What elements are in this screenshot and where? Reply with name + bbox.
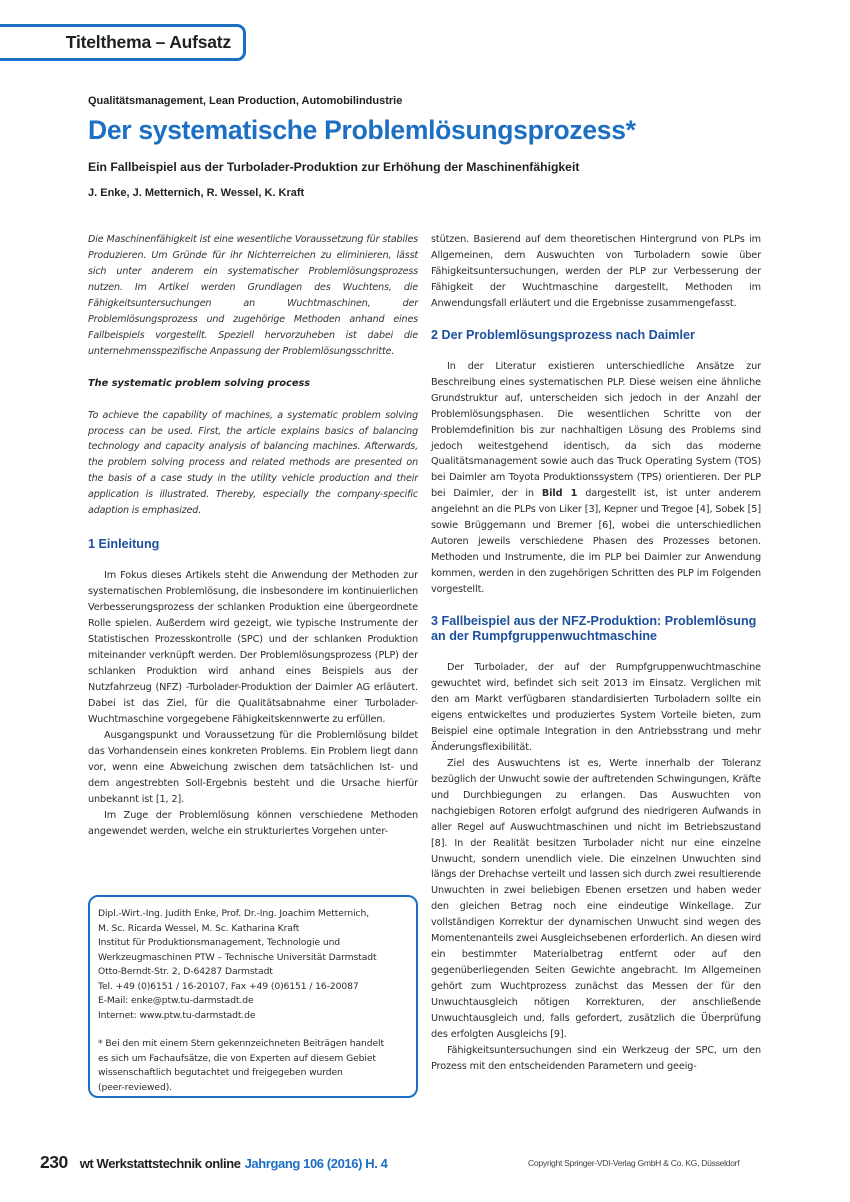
paragraph: stützen. Basierend auf dem theoretischen Hintergrund von PLPs im Allgemeinen, dem Auswuchten von Turboladern sowie über Fähigkeitsuntersuchungen, werden der PLP zur Verbesserung der Fähigkeit der Wuchtmaschine dargestellt, Methoden im Anwendungsfall erläutert und die Ergebnisse zusammengefasst. <box>431 234 761 309</box>
paragraph: Der Turbolader, der auf der Rumpfgruppenwuchtmaschine gewuchtet wird, befindet sich seit 2013 im Einsatz. Verglichen mit den am Markt verfügbaren standardisierten Turboladern sollte ein eigens entwickeltes und produziertes System Vorteile bieten, zum Beispiel eine optimale Integration in den Antriebsstrang und mehr Änderungsflexibilität. <box>431 662 761 753</box>
section-heading-1: 1 Einleitung <box>88 537 160 552</box>
peer-review-note-line: (peer-reviewed). <box>98 1081 172 1093</box>
copyright-notice: Copyright Springer-VDI-Verlag GmbH & Co. KG, Düsseldorf <box>528 1158 740 1168</box>
paragraph-text: dargestellt ist, ist unter anderem angelehnt an die PLPs von Liker [3], Kepner und Tregoe [4], Sobek [5] sowie Brüggemann und Bremer [6], wobei die unterschiedlichen Autoren jeweils verschiedene Phasen des Prozesses betonen. Methoden und Instrumente, die im PLP bei Daimler zur Anwendung kommen, werden in den zugehörigen Schritten des PLP im Folgenden vorgestellt. <box>431 488 761 596</box>
section-1-continuation <box>431 232 761 312</box>
section-3-body <box>431 660 761 1075</box>
peer-review-note-line: es sich um Fachaufsätze, die von Experten auf diesem Gebiet <box>98 1052 376 1064</box>
abstract-german-text: Die Maschinenfähigkeit ist eine wesentliche Voraussetzung für stabiles Produzieren. Um Gründe für ihr Nichterreichen zu eliminieren, lässt sich unter anderem ein systematischer Problemlösungsprozess nutzen. Im Artikel werden Grundlagen des Wuchtens, die Fähigkeitsuntersuchungen an Wuchtmaschinen, der Problemlösungsprozess und zugehörige Methoden anhand eines Fallbeispiels vorgestellt. Speziell hervorzuheben ist dabei die unternehmensspezifische Anpassung der Problemlösungsschritte. <box>88 234 418 357</box>
paragraph: Im Fokus dieses Artikels steht die Anwendung der Methoden zur systematischen Problemlösung, die insbesondere im kontinuierlichen Verbesserungsprozess der schlanken Produktion eine übergeordnete Rolle spielen. Außerdem wird gezeigt, wie typische Instrumente der Statistischen Prozesskontrolle (SPC) und der schlanken Produktion miteinander verknüpft werden. Der Problemlösungsprozess (PLP) der schlanken Produktion wird anhand eines Beispiels aus der Nutzfahrzeug (NFZ) -Turbolader-Produktion der Daimler AG erläutert. Dabei ist das Ziel, für die Qualitätsabnahme einer Turbolader-Wuchtmaschine vorgegebene Fähigkeitskennwerte zu erfüllen. <box>88 570 418 725</box>
figure-reference: Bild 1 <box>541 488 578 500</box>
abstract-german <box>88 232 418 360</box>
section-heading-3: 3 Fallbeispiel aus der NFZ-Produktion: Problemlösung an der Rumpfgruppenwuchtmaschine <box>431 614 757 644</box>
journal-issue: Jahrgang 106 (2016) H. 4 <box>244 1156 388 1171</box>
article-authors: J. Enke, J. Metternich, R. Wessel, K. Kraft <box>88 187 305 199</box>
author-info-line: Institut für Produktionsmanagement, Technologie und <box>98 937 341 948</box>
abstract-english <box>88 408 418 520</box>
peer-review-note <box>98 1037 408 1095</box>
section-heading-2: 2 Der Problemlösungsprozess nach Daimler <box>431 327 695 342</box>
paragraph <box>431 359 761 598</box>
peer-review-note-line: wissenschaftlich begutachtet und freigegeben wurden <box>98 1067 343 1078</box>
page-footer <box>40 1152 850 1176</box>
author-info-line: Otto-Berndt-Str. 2, D-64287 Darmstadt <box>98 966 273 977</box>
author-contact-email: E-Mail: enke@ptw.tu-darmstadt.de <box>98 995 254 1006</box>
abstract-english-text: To achieve the capability of machines, a systematic problem solving process can be used. First, the article explains basics of balancing technology and capacity analysis of balancing machines. Afterwards, the problem solving process and related methods are presented on the basis of a case study in the utility vehicle production and their application is illustrated. Thereby, especially the company-specific adaption is emphasized. <box>88 409 418 517</box>
section-tab <box>0 24 246 61</box>
right-column <box>431 232 761 1075</box>
article-title: Der systematische Problemlösungsprozess* <box>88 115 636 145</box>
paragraph: Ausgangspunkt und Voraussetzung für die Problemlösung bildet das Vorhandensein eines konkreten Problems. Ein Problem liegt dann vor, wenn eine Abweichung zwischen dem tatsächlichen Ist- und dem angestrebten Soll-Ergebnis besteht und die Ursache hierfür unbekannt ist [1, 2]. <box>88 729 418 805</box>
section-2-body <box>431 359 761 598</box>
paragraph: Im Zuge der Problemlösung können verschiedene Methoden angewendet werden, welche ein strukturiertes Vorgehen unter- <box>88 809 418 837</box>
author-info-box <box>88 895 418 1098</box>
section-1-body <box>88 568 418 839</box>
author-info-line: Werkzeugmaschinen PTW – Technische Universität Darmstadt <box>98 951 377 963</box>
paragraph-text: In der Literatur existieren unterschiedliche Ansätze zur Beschreibung eines systematischen PLP. Diese weisen eine ähnliche Grundstruktur auf, unterscheiden sich jedoch in der Anzahl der Problemlösungsphasen. Die wesentlichen Schritte von der Problemdefinition bis zur nachhaltigen Lösung des Problems sind jedoch weitestgehend identisch, da sich das moderne Qualitätsmanagement sowie auch das Truck Operating System (TOS) bei Daimler am Toyota Produktionssystem (TPS) orientieren. Der PLP bei Daimler, der in <box>431 360 761 500</box>
peer-review-note-line: * Bei den mit einem Stern gekennzeichneten Beiträgen handelt <box>98 1038 385 1049</box>
section-tab-label: Titelthema – Aufsatz <box>65 32 231 52</box>
paragraph: Fähigkeitsuntersuchungen sind ein Werkzeug der SPC, um den Prozess mit den entscheidenden Parametern und geeig- <box>431 1044 761 1072</box>
journal-name: wt Werkstattstechnik online <box>79 1156 241 1171</box>
abstract-english-title: The systematic problem solving process <box>88 377 311 389</box>
author-info-line: M. Sc. Ricarda Wessel, M. Sc. Katharina Kraft <box>98 922 300 934</box>
page-number: 230 <box>40 1152 68 1172</box>
article-keywords: Qualitätsmanagement, Lean Production, Automobilindustrie <box>88 95 403 107</box>
author-contact-website: Internet: www.ptw.tu-darmstadt.de <box>98 1009 256 1021</box>
author-contact-phone: Tel. +49 (0)6151 / 16-20107, Fax +49 (0)6151 / 16-20087 <box>98 980 359 992</box>
left-column <box>88 232 418 839</box>
article-subtitle: Ein Fallbeispiel aus der Turbolader-Produktion zur Erhöhung der Maschinenfähigkeit <box>88 160 580 174</box>
paragraph: Ziel des Auswuchtens ist es, Werte innerhalb der Toleranz bezüglich der Unwucht sowie der auftretenden Schwingungen, Kräfte und Durchbiegungen zu erlangen. Das Auswuchten von nachgiebigen Rotoren erfolgt aufgrund des niedrigeren Aufwands in aller Regel auf Auswuchtmaschinen und nicht im Betriebszustand [8]. In der Realität besitzen Turbolader nicht nur eine einzelne Unwucht, sondern unendlich viele. Die einzelnen Unwuchten sind längs der Drehachse verteilt und lassen sich durch zwei resultierende Unwuchten in zwei beliebigen Ebenen ersetzen und haben weder den gleichen Betrag noch eine eindeutige Winkellage. Zur vollständigen Korrektur der dynamischen Unwucht sind wegen des Momentenanteils zwei Ausgleichsebenen erforderlich. An diesen wird ein bestimmter Materialbetrag entfernt oder auf den gegenüberliegenden Seiten Gewichte angebracht. Im Allgemeinen gehört zum Wuchtprozess zunächst das Messen der für den Unwuchtausgleich nötigen Korrekturen, der anschließende Unwuchtausgleich und, falls gefordert, zusätzlich die Überprüfung des erfolgten Ausgleichs [9]. <box>431 757 761 1040</box>
author-info-line: Dipl.-Wirt.-Ing. Judith Enke, Prof. Dr.-Ing. Joachim Metternich, <box>98 908 370 919</box>
